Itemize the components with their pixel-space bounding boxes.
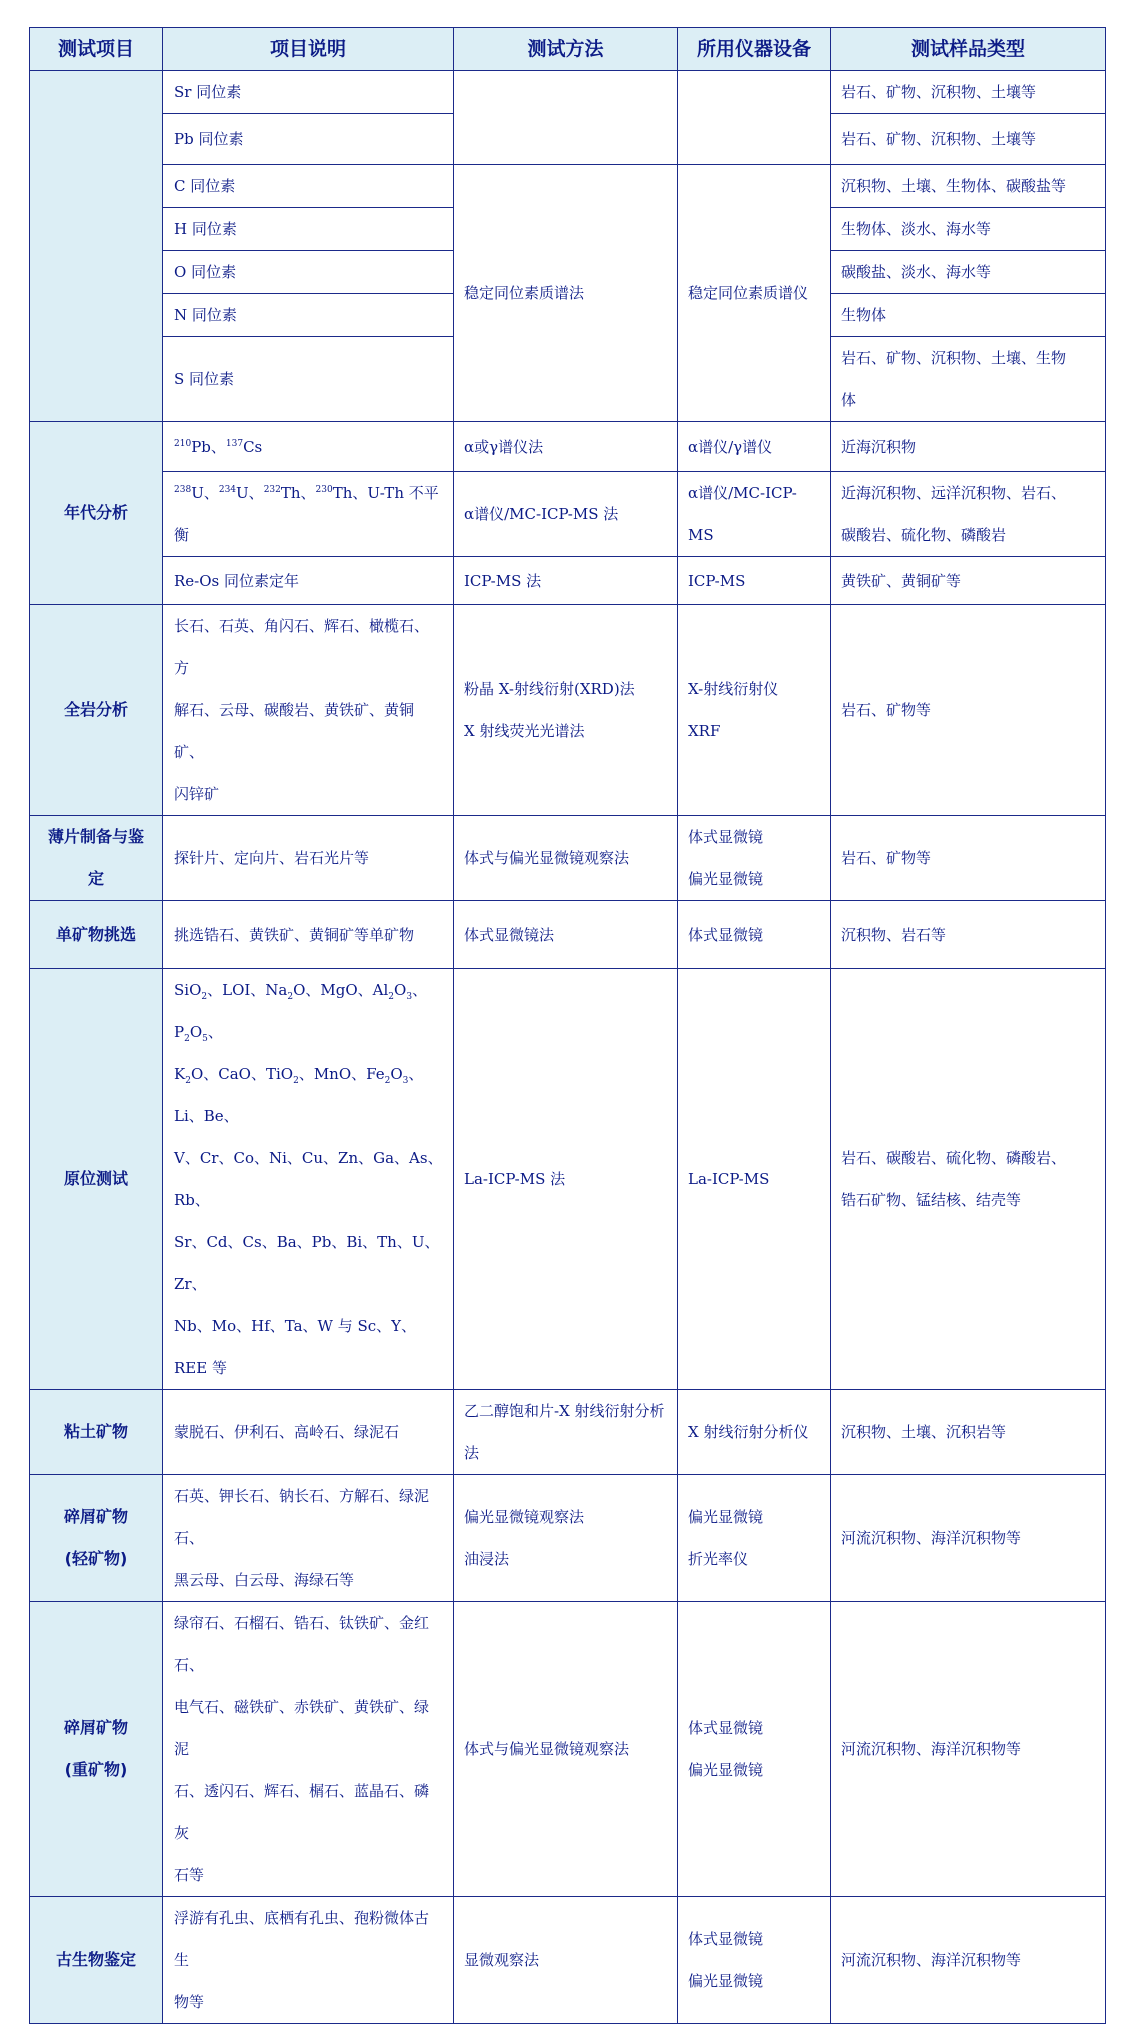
table-row: [30, 1602, 1106, 1897]
instrument-stable-isotope: 稳定同位素质谱仪: [678, 165, 831, 422]
desc-pb-isotope: Pb 同位素: [163, 114, 454, 165]
desc-heavy-minerals: 绿帘石、石榴石、锆石、钛铁矿、金红石、 电气石、磁铁矿、赤铁矿、黄铁矿、绿泥 石、透闪石、辉石、榍石、蓝晶石、磷灰 石等: [163, 1602, 454, 1897]
table-row: [30, 901, 1106, 969]
instrument-alpha-gamma: α谱仪/γ谱仪: [678, 422, 831, 472]
header-method: 测试方法: [454, 28, 678, 71]
table-row: [30, 165, 1106, 208]
sample-c-isotope: 沉积物、土壤、生物体、碳酸盐等: [831, 165, 1106, 208]
method-icp-ms: ICP-MS 法: [454, 557, 678, 605]
instrument-mineral-pick: 体式显微镜: [678, 901, 831, 969]
desc-thin-section: 探针片、定向片、岩石光片等: [163, 816, 454, 901]
category-isotope: [30, 71, 163, 422]
table-row: [30, 969, 1106, 1390]
desc-u-th-disequilibrium: $^{238}$U、$^{234}$U、$^{232}$Th、$^{230}$Th、U-Th 不平衡: [163, 472, 454, 557]
category-thin-section: 薄片制备与鉴 定: [30, 816, 163, 901]
method-alpha-gamma: α或γ谱仪法: [454, 422, 678, 472]
method-mineral-pick: 体式显微镜法: [454, 901, 678, 969]
instrument-thin-section: 体式显微镜 偏光显微镜: [678, 816, 831, 901]
header-test-item: 测试项目: [30, 28, 163, 71]
category-age-analysis: 年代分析: [30, 422, 163, 605]
method-radiogenic-isotope: [454, 71, 678, 165]
desc-re-os: Re-Os 同位素定年: [163, 557, 454, 605]
instrument-light-minerals: 偏光显微镜 折光率仪: [678, 1475, 831, 1602]
category-whole-rock: 全岩分析: [30, 605, 163, 816]
category-heavy-minerals: 碎屑矿物 (重矿物): [30, 1602, 163, 1897]
method-paleontology: 显微观察法: [454, 1897, 678, 2024]
header-description: 项目说明: [163, 28, 454, 71]
table-row: [30, 422, 1106, 472]
header-instrument: 所用仪器设备: [678, 28, 831, 71]
table-row: [30, 1390, 1106, 1475]
desc-o-isotope: O 同位素: [163, 251, 454, 294]
method-clay: 乙二醇饱和片-X 射线衍射分析 法: [454, 1390, 678, 1475]
sample-n-isotope: 生物体: [831, 294, 1106, 337]
sample-paleontology: 河流沉积物、海洋沉积物等: [831, 1897, 1106, 2024]
instrument-heavy-minerals: 体式显微镜 偏光显微镜: [678, 1602, 831, 1897]
sample-o-isotope: 碳酸盐、淡水、海水等: [831, 251, 1106, 294]
desc-c-isotope: C 同位素: [163, 165, 454, 208]
header-row: [30, 28, 1106, 71]
header-sample-type: 测试样品类型: [831, 28, 1106, 71]
desc-whole-rock: 长石、石英、角闪石、辉石、橄榄石、方 解石、云母、碳酸岩、黄铁矿、黄铜矿、 闪锌矿: [163, 605, 454, 816]
desc-light-minerals: 石英、钾长石、钠长石、方解石、绿泥石、 黑云母、白云母、海绿石等: [163, 1475, 454, 1602]
sample-sr-isotope: 岩石、矿物、沉积物、土壤等: [831, 71, 1106, 114]
instrument-icp-ms: ICP-MS: [678, 557, 831, 605]
instrument-radiogenic-isotope: [678, 71, 831, 165]
table-row: [30, 816, 1106, 901]
sample-whole-rock: 岩石、矿物等: [831, 605, 1106, 816]
sample-light-minerals: 河流沉积物、海洋沉积物等: [831, 1475, 1106, 1602]
table-row: [30, 1475, 1106, 1602]
method-whole-rock: 粉晶 X-射线衍射(XRD)法 X 射线荧光光谱法: [454, 605, 678, 816]
desc-paleontology: 浮游有孔虫、底栖有孔虫、孢粉微体古生 物等: [163, 1897, 454, 2024]
sample-mineral-pick: 沉积物、岩石等: [831, 901, 1106, 969]
desc-mineral-pick: 挑选锆石、黄铁矿、黄铜矿等单矿物: [163, 901, 454, 969]
table-row: [30, 557, 1106, 605]
sample-heavy-minerals: 河流沉积物、海洋沉积物等: [831, 1602, 1106, 1897]
instrument-mc-icp-ms: α谱仪/MC-ICP-MS: [678, 472, 831, 557]
sample-pb-isotope: 岩石、矿物、沉积物、土壤等: [831, 114, 1106, 165]
method-in-situ: La-ICP-MS 法: [454, 969, 678, 1390]
desc-sr-isotope: Sr 同位素: [163, 71, 454, 114]
table-row: [30, 1897, 1106, 2024]
method-thin-section: 体式与偏光显微镜观察法: [454, 816, 678, 901]
desc-clay: 蒙脱石、伊利石、高岭石、绿泥石: [163, 1390, 454, 1475]
category-paleontology: 古生物鉴定: [30, 1897, 163, 2024]
desc-h-isotope: H 同位素: [163, 208, 454, 251]
table-row: [30, 605, 1106, 816]
instrument-whole-rock: X-射线衍射仪 XRF: [678, 605, 831, 816]
sample-pb210-cs137: 近海沉积物: [831, 422, 1106, 472]
category-light-minerals: 碎屑矿物 (轻矿物): [30, 1475, 163, 1602]
method-mc-icp-ms: α谱仪/MC-ICP-MS 法: [454, 472, 678, 557]
table-row: [30, 472, 1106, 557]
method-heavy-minerals: 体式与偏光显微镜观察法: [454, 1602, 678, 1897]
sample-u-th: 近海沉积物、远洋沉积物、岩石、 碳酸岩、硫化物、磷酸岩: [831, 472, 1106, 557]
sample-in-situ: 岩石、碳酸岩、硫化物、磷酸岩、 锆石矿物、锰结核、结壳等: [831, 969, 1106, 1390]
sample-re-os: 黄铁矿、黄铜矿等: [831, 557, 1106, 605]
desc-pb210-cs137: $^{210}$Pb、$^{137}$Cs: [163, 422, 454, 472]
instrument-paleontology: 体式显微镜 偏光显微镜: [678, 1897, 831, 2024]
testing-services-table: [29, 27, 1106, 2024]
desc-n-isotope: N 同位素: [163, 294, 454, 337]
sample-h-isotope: 生物体、淡水、海水等: [831, 208, 1106, 251]
sample-thin-section: 岩石、矿物等: [831, 816, 1106, 901]
instrument-in-situ: La-ICP-MS: [678, 969, 831, 1390]
category-in-situ: 原位测试: [30, 969, 163, 1390]
method-stable-isotope: 稳定同位素质谱法: [454, 165, 678, 422]
desc-in-situ: SiO$_2$、LOI、$Na_2O$、MgO、$Al_2O_3$、$P_2O_5$、 $K_2O$、CaO、TiO$_2$、MnO、$Fe_2O_3$、Li、Be、 V、Cr、Co、Ni、Cu、Zn、Ga、As、Rb、 Sr、Cd、Cs、Ba、Pb、Bi、Th、U、Zr、 Nb、Mo、Hf、Ta、W 与 Sc、Y、REE 等: [163, 969, 454, 1390]
table-row: [30, 71, 1106, 114]
sample-clay: 沉积物、土壤、沉积岩等: [831, 1390, 1106, 1475]
sample-s-isotope: 岩石、矿物、沉积物、土壤、生物 体: [831, 337, 1106, 422]
category-mineral-pick: 单矿物挑选: [30, 901, 163, 969]
instrument-clay: X 射线衍射分析仪: [678, 1390, 831, 1475]
desc-s-isotope: S 同位素: [163, 337, 454, 422]
method-light-minerals: 偏光显微镜观察法 油浸法: [454, 1475, 678, 1602]
category-clay: 粘土矿物: [30, 1390, 163, 1475]
